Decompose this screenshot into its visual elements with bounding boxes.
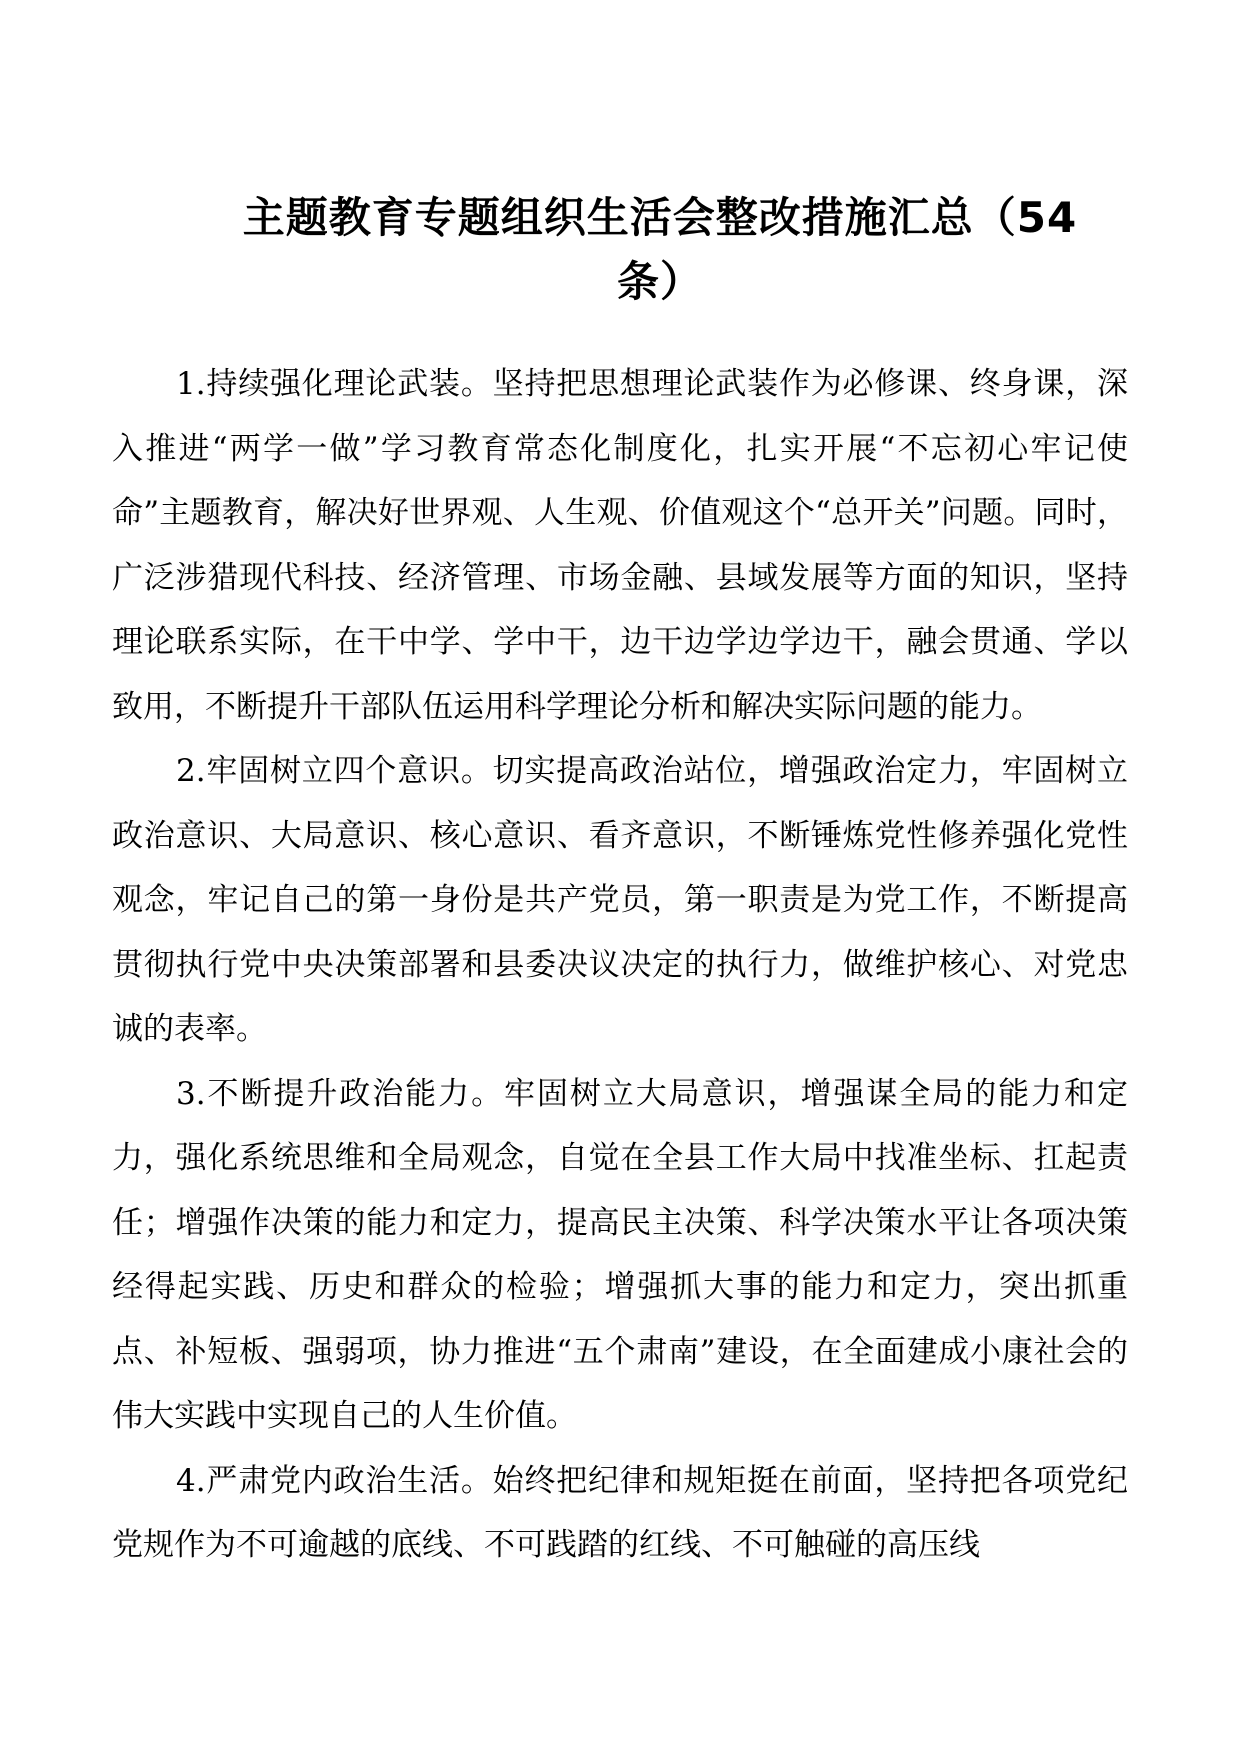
paragraph-2: 2.牢固树立四个意识。切实提高政治站位，增强政治定力，牢固树立政治意识、大局意识、核心意识、看齐意识，不断锤炼党性修养强化党性观念，牢记自己的第一身份是共产党员，第一职责是为党工作，不断提高贯彻执行党中央决策部署和县委决议决定的执行力，做维护核心、对党忠诚的表率。 — [112, 753, 1128, 1047]
paragraph-3: 3.不断提升政治能力。牢固树立大局意识，增强谋全局的能力和定力，强化系统思维和全局观念，自觉在全县工作大局中找准坐标、扛起责任；增强作决策的能力和定力，提高民主决策、科学决策水平让各项决策经得起实践、历史和群众的检验；增强抓大事的能力和定力，突出抓重点、补短板、强弱项，协力推进“五个肃南”建设，在全面建成小康社会的伟大实践中实现自己的人生价值。 — [112, 1075, 1128, 1434]
paragraph-4: 4.严肃党内政治生活。始终把纪律和规矩挺在前面，坚持把各项党纪党规作为不可逾越的底线、不可践踏的红线、不可触碰的高压线 — [112, 1462, 1128, 1563]
document-title — [180, 186, 1140, 314]
title-line-1: 主题教育专题组织生活会整改措施汇总（54 — [242, 193, 1078, 242]
paragraph-1: 1.持续强化理论武装。坚持把思想理论武装作为必修课、终身课，深入推进“两学一做”学习教育常态化制度化，扎实开展“不忘初心牢记使命”主题教育，解决好世界观、人生观、价值观这个“总开关”问题。同时，广泛涉猎现代科技、经济管理、市场金融、县域发展等方面的知识，坚持理论联系实际，在干中学、学中干，边干边学边学边干，融会贯通、学以致用，不断提升干部队伍运用科学理论分析和解决实际问题的能力。 — [112, 366, 1128, 725]
title-line-2: 条） — [616, 257, 703, 306]
document-body — [112, 352, 1128, 1578]
